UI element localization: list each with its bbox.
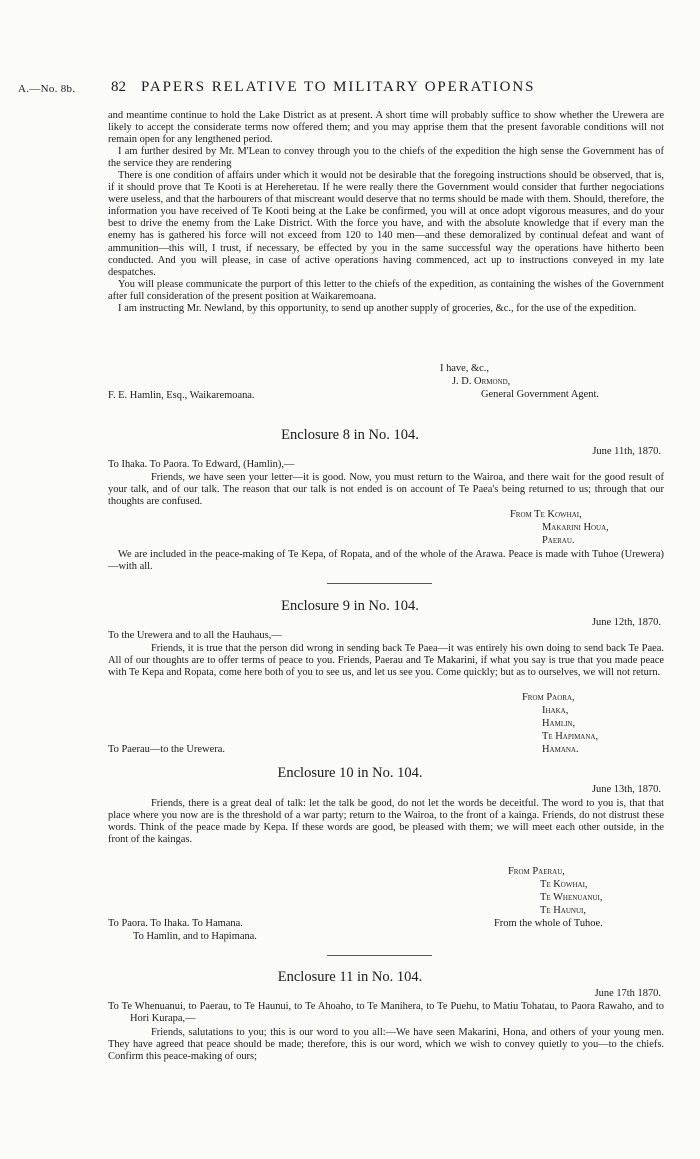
enclosure-paragraph: Friends, we have seen your letter—it is good. Now, you must return to the Wairoa, and there wait for the good result of your talk, and of our talk. The reason that our talk is not ended is on account of Te Paea's being returned to us; through that our thoughts are confused.: [108, 472, 664, 508]
enclosure-salutation: To the Urewera and to all the Hauhaus,—: [108, 630, 282, 641]
enclosure-salutation-block: [108, 1001, 664, 1025]
letter-paragraph: You will please communicate the purport of this letter to the chiefs of the expedition, as containing the wishes of the Government after full consideration of the present position at Waikaremoana.: [108, 278, 664, 302]
sender-line: Te Whenuanui,: [540, 892, 603, 903]
enclosure-recipient: To Paora. To Ihaka. To Hamana.: [108, 918, 243, 929]
letter-paragraph: There is one condition of affairs under which it would not be desirable that the foregoing instructions should be observed, that is, if it should prove that Te Kooti is at Hereheretau. If he were really there the Government would consider that further negociations were useless, and that the harbourers of that miscreant would deserve that no terms should be made with them. Should, therefore, the information you have received of Te Kooti being at the Lake be confirmed, you will at once adopt vigorous measures, and do your best to drive the enemy from the Lake District. With the force you have, and with the absolute knowledge that if every man the enemy has is gathered his force will not exceed from 120 to 140 men—and these demoralized by continual defeat and want of ammunition—this will, I trust, if necessary, be effected by you in the same successful way the operations have hitherto been conducted. And you will please, in case of active operations having commenced, act up to instructions conveyed in my late despatches.: [108, 170, 664, 278]
header-reference: A.—No. 8b.: [18, 83, 76, 95]
sender-line: Hamana.: [542, 744, 579, 755]
enclosure-date: June 17th 1870.: [594, 988, 661, 999]
enclosure-paragraph: Friends, salutations to you; this is our word to you all:—We have seen Makarini, Hona, and others of your young men. They have agreed that peace should be made; therefore, this is our word, which we wish to convey quietly to you—to the chiefs. Confirm this peace-making of ours;: [108, 1027, 664, 1063]
sender-line: From Paerau,: [508, 866, 565, 877]
sender-line: From the whole of Tuhoe.: [494, 918, 603, 929]
enclosure-title: Enclosure 11 in No. 104.: [277, 969, 423, 985]
enclosure-salutation: To Ihaka. To Paora. To Edward, (Hamlin),—: [108, 459, 295, 470]
sender-line: Te Hapimana,: [542, 731, 599, 742]
letter-signature: J. D. Ormond,: [452, 376, 511, 387]
letter-addressee: F. E. Hamlin, Esq., Waikaremoana.: [108, 390, 255, 401]
enclosure-date: June 11th, 1870.: [592, 446, 661, 457]
signature-title: General Government Agent.: [481, 389, 599, 400]
letter-paragraph: I am further desired by Mr. M'Lean to convey through you to the chiefs of the expedition the high sense the Government has of the service they are rendering: [108, 146, 664, 170]
enclosure-paragraph: Friends, it is true that the person did wrong in sending back Te Paea—it was entirely his own doing to send back Te Paea. All of our thoughts are to offer terms of peace to you. Friends, Paerau and Te Makarini, if what you say is true that you made peace with Te Kepa and Ropata, come here both of you to see us, and let us see you. Come quickly; but as to ourselves, we will not return.: [108, 643, 664, 679]
section-divider: [327, 955, 432, 956]
sender-line: Hamlin,: [542, 718, 576, 729]
sender-line: Te Haunui,: [540, 905, 586, 916]
enclosure-body: [108, 1027, 664, 1063]
letter-body: [108, 110, 664, 315]
enclosure-body: [108, 643, 664, 679]
enclosure-title: Enclosure 8 in No. 104.: [281, 427, 419, 443]
sender-line: Paerau.: [542, 535, 575, 546]
sender-line: From Te Kowhai,: [510, 509, 582, 520]
page-header: [18, 79, 688, 101]
letter-paragraph: and meantime continue to hold the Lake District as at present. A short time will probably suffice to show whether the Urewera are likely to accept the considerate terms now offered them; and you may apprise them that the present favorable conditions will not remain open for any lengthened period.: [108, 110, 664, 146]
sender-line: Ihaka,: [542, 705, 569, 716]
enclosure-title: Enclosure 10 in No. 104.: [277, 765, 423, 781]
sender-line: From Paora,: [522, 692, 575, 703]
enclosure-paragraph: Friends, there is a great deal of talk: let the talk be good, do not let the words be deceitful. The word to you is, that that place where you now are is the threshold of a war party; return to the Wairoa, to the front of a kainga. Friends, do not distrust these words. Think of the peace made by Kepa. If these words are good, be pleased with them; we will meet each other outside, in the front of the kaingas.: [108, 798, 664, 846]
enclosure-paragraph: We are included in the peace-making of Te Kepa, of Ropata, and of the whole of the Arawa. Peace is made with Tuhoe (Urewera)—with all.: [108, 549, 664, 573]
section-divider: [327, 583, 432, 584]
sender-line: Makarini Houa,: [542, 522, 609, 533]
enclosure-salutation: To Te Whenuanui, to Paerau, to Te Haunui, to Te Ahoaho, to Te Manihera, to Te Puehu, to Matiu Tohatau, to Paora Rawaho, and to Hori Kurapa,—: [108, 1001, 664, 1025]
sender-line: Te Kowhai,: [540, 879, 588, 890]
enclosure-body: [108, 798, 664, 846]
enclosure-recipient: To Paerau—to the Urewera.: [108, 744, 225, 755]
letter-paragraph: I am instructing Mr. Newland, by this opportunity, to send up another supply of groceries, &c., for the use of the expedition.: [118, 302, 637, 314]
enclosure-date: June 13th, 1870.: [591, 784, 661, 795]
letter-closing: I have, &c.,: [440, 363, 489, 374]
enclosure-postscript: [108, 549, 664, 573]
enclosure-title: Enclosure 9 in No. 104.: [281, 598, 419, 614]
enclosure-body: [108, 472, 664, 508]
running-title: PAPERS RELATIVE TO MILITARY OPERATIONS: [141, 79, 536, 95]
enclosure-date: June 12th, 1870.: [591, 617, 661, 628]
enclosure-recipient: To Hamlin, and to Hapimana.: [133, 931, 257, 942]
page-number: 82: [111, 79, 126, 95]
